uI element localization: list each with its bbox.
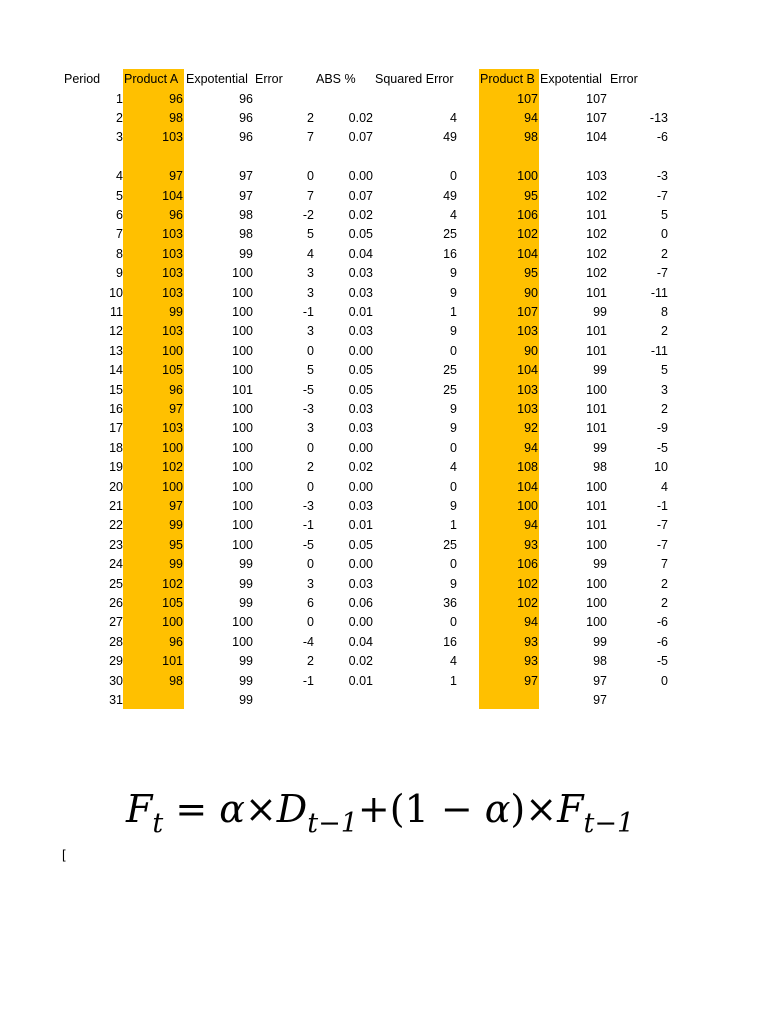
cell-product-a: 100	[162, 615, 183, 630]
stray-bracket: [	[62, 847, 66, 862]
cell-period: 12	[109, 324, 123, 339]
cell-period: 30	[109, 673, 123, 688]
cell-expotential-a: 99	[239, 673, 253, 688]
cell-error-a: 7	[307, 188, 314, 203]
cell-product-b: 90	[524, 285, 538, 300]
cell-expotential-a: 96	[239, 130, 253, 145]
cell-product-b: 93	[524, 654, 538, 669]
cell-expotential-a: 100	[232, 518, 253, 533]
cell-expotential-a: 99	[239, 596, 253, 610]
cell-product-b: 104	[517, 363, 538, 378]
cell-period: 14	[109, 363, 123, 378]
cell-squared-error: 36	[443, 596, 457, 610]
cell-abs-pct: 0.00	[348, 343, 373, 358]
cell-product-b: 94	[524, 440, 538, 455]
header-product-b: Product B	[480, 72, 535, 86]
cell-abs-pct: 0.05	[348, 227, 373, 242]
header-error-a: Error	[255, 72, 283, 86]
formula-f-prev-sub: t−1	[583, 808, 635, 839]
cell-error-a: 2	[307, 110, 314, 125]
cell-product-a: 105	[162, 363, 183, 378]
cell-error-b: 5	[661, 208, 668, 222]
cell-squared-error: 4	[450, 654, 457, 669]
cell-expotential-a: 100	[232, 402, 253, 416]
cell-abs-pct: 0.02	[348, 654, 373, 669]
cell-error-a: -3	[302, 499, 314, 513]
cell-period: 9	[116, 266, 123, 281]
cell-error-b: 2	[661, 576, 668, 591]
cell-squared-error: 0	[450, 479, 457, 494]
cell-expotential-b: 100	[586, 479, 607, 494]
cell-abs-pct: 0.03	[348, 421, 373, 436]
cell-squared-error: 9	[450, 324, 457, 339]
cell-product-b: 98	[524, 130, 538, 145]
cell-error-a: 5	[307, 227, 314, 242]
cell-error-b: 2	[661, 246, 668, 261]
cell-squared-error: 9	[450, 266, 457, 281]
cell-product-b: 108	[517, 460, 538, 475]
cell-period: 4	[116, 169, 123, 184]
cell-product-b: 102	[517, 576, 538, 591]
cell-error-a: -1	[302, 305, 314, 319]
cell-period: 20	[109, 479, 123, 494]
cell-expotential-b: 107	[586, 110, 607, 125]
cell-error-b: 5	[661, 363, 668, 378]
cell-error-b: -5	[656, 440, 668, 455]
cell-squared-error: 9	[450, 576, 457, 591]
cell-abs-pct: 0.00	[348, 479, 373, 494]
cell-error-b: -9	[656, 421, 668, 436]
cell-product-b: 102	[517, 596, 538, 610]
cell-squared-error: 0	[450, 557, 457, 572]
cell-abs-pct: 0.03	[348, 576, 373, 591]
cell-error-b: -3	[656, 169, 668, 184]
cell-period: 13	[109, 343, 123, 358]
cell-squared-error: 0	[450, 343, 457, 358]
cell-abs-pct: 0.03	[348, 324, 373, 339]
cell-expotential-a: 100	[232, 324, 253, 339]
cell-abs-pct: 0.05	[348, 363, 373, 378]
cell-expotential-b: 103	[586, 169, 607, 184]
cell-squared-error: 0	[450, 169, 457, 184]
cell-error-a: -3	[302, 402, 314, 416]
cell-period: 24	[109, 557, 123, 572]
cell-product-b: 107	[517, 91, 538, 106]
cell-period: 18	[109, 440, 123, 455]
cell-error-b: -5	[656, 654, 668, 669]
cell-period: 29	[109, 654, 123, 669]
header-error-b: Error	[610, 72, 638, 86]
exponential-smoothing-formula	[126, 782, 634, 851]
cell-expotential-a: 98	[239, 227, 253, 242]
cell-period: 22	[109, 518, 123, 533]
cell-period: 19	[109, 460, 123, 475]
cell-period: 8	[116, 246, 123, 261]
cell-product-a: 98	[169, 110, 183, 125]
cell-product-a: 101	[162, 654, 183, 669]
cell-abs-pct: 0.05	[348, 537, 373, 552]
cell-error-a: 3	[307, 576, 314, 591]
cell-error-b: 2	[661, 596, 668, 610]
cell-expotential-b: 100	[586, 615, 607, 630]
cell-abs-pct: 0.04	[348, 634, 373, 649]
cell-error-a: 0	[307, 615, 314, 630]
cell-squared-error: 4	[450, 460, 457, 475]
cell-expotential-b: 100	[586, 596, 607, 610]
cell-squared-error: 16	[443, 634, 457, 649]
cell-expotential-b: 100	[586, 576, 607, 591]
header-product-a: Product A	[124, 72, 179, 86]
cell-product-a: 97	[169, 402, 183, 416]
cell-expotential-a: 100	[232, 460, 253, 475]
cell-error-a: 0	[307, 479, 314, 494]
cell-error-a: 0	[307, 169, 314, 184]
cell-product-b: 95	[524, 266, 538, 281]
cell-expotential-b: 101	[586, 499, 607, 513]
cell-expotential-b: 101	[586, 343, 607, 358]
cell-expotential-b: 100	[586, 382, 607, 397]
cell-expotential-b: 99	[593, 305, 607, 319]
cell-product-b: 103	[517, 382, 538, 397]
cell-expotential-a: 97	[239, 188, 253, 203]
cell-period: 15	[109, 382, 123, 397]
cell-period: 6	[116, 208, 123, 222]
cell-error-b: 0	[661, 227, 668, 242]
cell-expotential-b: 102	[586, 188, 607, 203]
cell-error-b: -11	[650, 343, 668, 358]
formula-f: F	[126, 787, 153, 831]
cell-expotential-b: 101	[586, 285, 607, 300]
cell-expotential-b: 97	[593, 673, 607, 688]
header-period: Period	[64, 72, 101, 86]
cell-expotential-a: 100	[232, 305, 253, 319]
cell-period: 26	[109, 596, 123, 610]
cell-error-a: -1	[302, 673, 314, 688]
cell-product-b: 106	[517, 557, 538, 572]
cell-abs-pct: 0.07	[348, 130, 373, 145]
cell-abs-pct: 0.03	[348, 266, 373, 281]
cell-error-a: -2	[302, 208, 314, 222]
cell-expotential-a: 100	[232, 537, 253, 552]
cell-product-a: 103	[162, 421, 183, 436]
cell-error-a: 0	[307, 440, 314, 455]
cell-product-a: 100	[162, 479, 183, 494]
cell-period: 27	[109, 615, 123, 630]
cell-abs-pct: 0.03	[348, 285, 373, 300]
cell-expotential-a: 100	[232, 615, 253, 630]
cell-expotential-b: 102	[586, 227, 607, 242]
cell-product-a: 96	[169, 634, 183, 649]
cell-expotential-b: 102	[586, 246, 607, 261]
cell-product-a: 103	[162, 130, 183, 145]
formula-plus: +(1 −	[357, 787, 485, 831]
cell-product-a: 95	[169, 537, 183, 552]
cell-squared-error: 4	[450, 110, 457, 125]
cell-abs-pct: 0.04	[348, 246, 373, 261]
cell-abs-pct: 0.06	[348, 596, 373, 610]
cell-error-b: 0	[661, 673, 668, 688]
cell-expotential-b: 107	[586, 91, 607, 106]
cell-abs-pct: 0.03	[348, 499, 373, 513]
cell-expotential-a: 99	[239, 654, 253, 669]
cell-squared-error: 25	[443, 537, 457, 552]
cell-abs-pct: 0.02	[348, 208, 373, 222]
cell-error-a: -1	[302, 518, 314, 533]
cell-abs-pct: 0.00	[348, 169, 373, 184]
cell-product-a: 99	[169, 557, 183, 572]
cell-product-a: 103	[162, 246, 183, 261]
cell-expotential-b: 101	[586, 208, 607, 222]
cell-abs-pct: 0.00	[348, 440, 373, 455]
cell-error-a: -5	[302, 382, 314, 397]
cell-abs-pct: 0.01	[348, 673, 373, 688]
cell-error-a: -4	[302, 634, 314, 649]
cell-expotential-b: 102	[586, 266, 607, 281]
cell-squared-error: 49	[443, 130, 457, 145]
cell-expotential-a: 99	[239, 246, 253, 261]
cell-expotential-a: 96	[239, 91, 253, 106]
cell-expotential-b: 99	[593, 363, 607, 378]
cell-expotential-b: 97	[593, 693, 607, 707]
cell-expotential-a: 100	[232, 343, 253, 358]
cell-product-a: 96	[169, 208, 183, 222]
cell-product-a: 100	[162, 343, 183, 358]
cell-error-a: 2	[307, 654, 314, 669]
cell-abs-pct: 0.02	[348, 110, 373, 125]
cell-period: 25	[109, 576, 123, 591]
cell-product-b: 97	[524, 673, 538, 688]
cell-period: 31	[109, 693, 123, 707]
cell-error-a: -5	[302, 537, 314, 552]
cell-expotential-b: 100	[586, 537, 607, 552]
cell-error-b: -6	[656, 634, 668, 649]
cell-product-a: 97	[169, 169, 183, 184]
cell-product-a: 102	[162, 576, 183, 591]
cell-expotential-b: 99	[593, 440, 607, 455]
cell-error-b: 8	[661, 305, 668, 319]
cell-period: 7	[116, 227, 123, 242]
cell-error-a: 3	[307, 421, 314, 436]
cell-product-b: 103	[517, 402, 538, 416]
cell-error-b: -1	[656, 499, 668, 513]
cell-expotential-b: 101	[586, 518, 607, 533]
cell-expotential-b: 101	[586, 324, 607, 339]
cell-product-b: 94	[524, 518, 538, 533]
formula-alpha: α	[219, 787, 245, 831]
cell-expotential-a: 100	[232, 440, 253, 455]
formula-equals: =	[175, 787, 208, 831]
cell-product-b: 95	[524, 188, 538, 203]
cell-error-a: 5	[307, 363, 314, 378]
cell-period: 5	[116, 188, 123, 203]
cell-squared-error: 9	[450, 421, 457, 436]
cell-product-a: 104	[162, 188, 183, 203]
header-expotential-b: Expotential	[540, 72, 602, 86]
cell-error-b: -7	[656, 518, 668, 533]
cell-expotential-b: 104	[586, 130, 607, 145]
cell-product-a: 99	[169, 518, 183, 533]
cell-expotential-b: 98	[593, 654, 607, 669]
formula-close: )×	[510, 787, 558, 831]
cell-product-b: 104	[517, 479, 538, 494]
cell-expotential-a: 100	[232, 479, 253, 494]
cell-product-b: 104	[517, 246, 538, 261]
cell-product-b: 103	[517, 324, 538, 339]
formula-d: D	[276, 787, 308, 831]
cell-error-b: -7	[656, 537, 668, 552]
cell-product-b: 100	[517, 499, 538, 513]
cell-error-b: -6	[656, 615, 668, 630]
cell-error-a: 3	[307, 324, 314, 339]
cell-expotential-a: 100	[232, 266, 253, 281]
cell-error-b: 3	[661, 382, 668, 397]
cell-abs-pct: 0.01	[348, 518, 373, 533]
cell-squared-error: 1	[450, 518, 457, 533]
cell-abs-pct: 0.00	[348, 557, 373, 572]
cell-abs-pct: 0.01	[348, 305, 373, 319]
cell-error-b: -7	[656, 188, 668, 203]
cell-product-b: 92	[524, 421, 538, 436]
cell-squared-error: 49	[443, 188, 457, 203]
cell-expotential-a: 100	[232, 363, 253, 378]
cell-expotential-a: 100	[232, 634, 253, 649]
cell-error-b: -11	[650, 285, 668, 300]
cell-expotential-a: 101	[232, 382, 253, 397]
cell-error-b: 10	[654, 460, 668, 475]
cell-error-a: 0	[307, 557, 314, 572]
cell-product-b: 94	[524, 110, 538, 125]
cell-product-a: 103	[162, 227, 183, 242]
cell-error-a: 0	[307, 343, 314, 358]
cell-product-a: 96	[169, 382, 183, 397]
cell-period: 2	[116, 110, 123, 125]
cell-error-a: 3	[307, 285, 314, 300]
cell-expotential-a: 100	[232, 421, 253, 436]
cell-abs-pct: 0.05	[348, 382, 373, 397]
cell-product-b: 106	[517, 208, 538, 222]
cell-error-b: 4	[661, 479, 668, 494]
cell-product-b: 100	[517, 169, 538, 184]
cell-product-a: 102	[162, 460, 183, 475]
cell-expotential-b: 101	[586, 402, 607, 416]
cell-product-b: 93	[524, 537, 538, 552]
cell-period: 11	[110, 305, 123, 319]
cell-expotential-a: 96	[239, 110, 253, 125]
formula-f-prev: F	[557, 787, 584, 831]
cell-squared-error: 25	[443, 363, 457, 378]
cell-expotential-a: 98	[239, 208, 253, 222]
cell-error-b: -13	[649, 110, 668, 125]
formula-alpha-2: α	[484, 787, 511, 831]
cell-squared-error: 9	[450, 402, 457, 416]
cell-expotential-a: 99	[239, 576, 253, 591]
cell-product-b: 90	[524, 343, 538, 358]
cell-expotential-a: 99	[239, 693, 253, 707]
cell-product-b: 107	[517, 305, 538, 319]
cell-product-a: 97	[169, 499, 183, 513]
cell-abs-pct: 0.07	[348, 188, 373, 203]
cell-expotential-a: 97	[239, 169, 253, 184]
cell-period: 1	[116, 91, 123, 106]
cell-period: 23	[109, 537, 123, 552]
cell-period: 21	[109, 499, 123, 513]
cell-expotential-a: 99	[239, 557, 253, 572]
cell-squared-error: 25	[443, 382, 457, 397]
cell-product-b: 102	[517, 227, 538, 242]
cell-expotential-b: 101	[586, 421, 607, 436]
cell-abs-pct: 0.02	[348, 460, 373, 475]
cell-error-b: -6	[656, 130, 668, 145]
cell-period: 10	[109, 285, 123, 300]
cell-squared-error: 1	[450, 673, 457, 688]
cell-period: 3	[116, 130, 123, 145]
cell-abs-pct: 0.00	[348, 615, 373, 630]
cell-error-b: -7	[656, 266, 668, 281]
cell-product-a: 103	[162, 324, 183, 339]
cell-product-b: 93	[524, 634, 538, 649]
cell-expotential-b: 99	[593, 634, 607, 649]
cell-expotential-b: 98	[593, 460, 607, 475]
cell-error-a: 6	[307, 596, 314, 610]
cell-product-a: 103	[162, 285, 183, 300]
cell-product-a: 96	[169, 91, 183, 106]
cell-error-a: 2	[307, 460, 314, 475]
formula-times: ×	[244, 787, 277, 831]
cell-product-a: 98	[169, 673, 183, 688]
header-expotential-a: Expotential	[186, 72, 248, 86]
cell-squared-error: 25	[443, 227, 457, 242]
cell-period: 17	[109, 421, 123, 436]
cell-product-b: 94	[524, 615, 538, 630]
cell-product-a: 105	[162, 596, 183, 610]
cell-product-a: 99	[169, 305, 183, 319]
formula-f-sub: t	[152, 808, 164, 839]
cell-squared-error: 0	[450, 615, 457, 630]
cell-period: 16	[109, 402, 123, 416]
cell-product-a: 103	[162, 266, 183, 281]
cell-abs-pct: 0.03	[348, 402, 373, 416]
cell-error-a: 3	[307, 266, 314, 281]
header-squared-error: Squared Error	[375, 72, 454, 86]
cell-squared-error: 16	[443, 246, 457, 261]
cell-product-a: 100	[162, 440, 183, 455]
cell-error-a: 7	[307, 130, 314, 145]
cell-error-b: 7	[661, 557, 668, 572]
cell-squared-error: 9	[450, 499, 457, 513]
cell-squared-error: 0	[450, 440, 457, 455]
cell-expotential-a: 100	[232, 499, 253, 513]
formula-d-sub: t−1	[307, 808, 358, 839]
cell-squared-error: 9	[450, 285, 457, 300]
header-abs-pct: ABS %	[316, 72, 356, 86]
cell-squared-error: 4	[450, 208, 457, 222]
cell-period: 28	[109, 634, 123, 649]
cell-squared-error: 1	[450, 305, 457, 319]
cell-error-a: 4	[307, 246, 314, 261]
cell-error-b: 2	[661, 402, 668, 416]
cell-expotential-a: 100	[232, 285, 253, 300]
cell-expotential-b: 99	[593, 557, 607, 572]
cell-error-b: 2	[661, 324, 668, 339]
